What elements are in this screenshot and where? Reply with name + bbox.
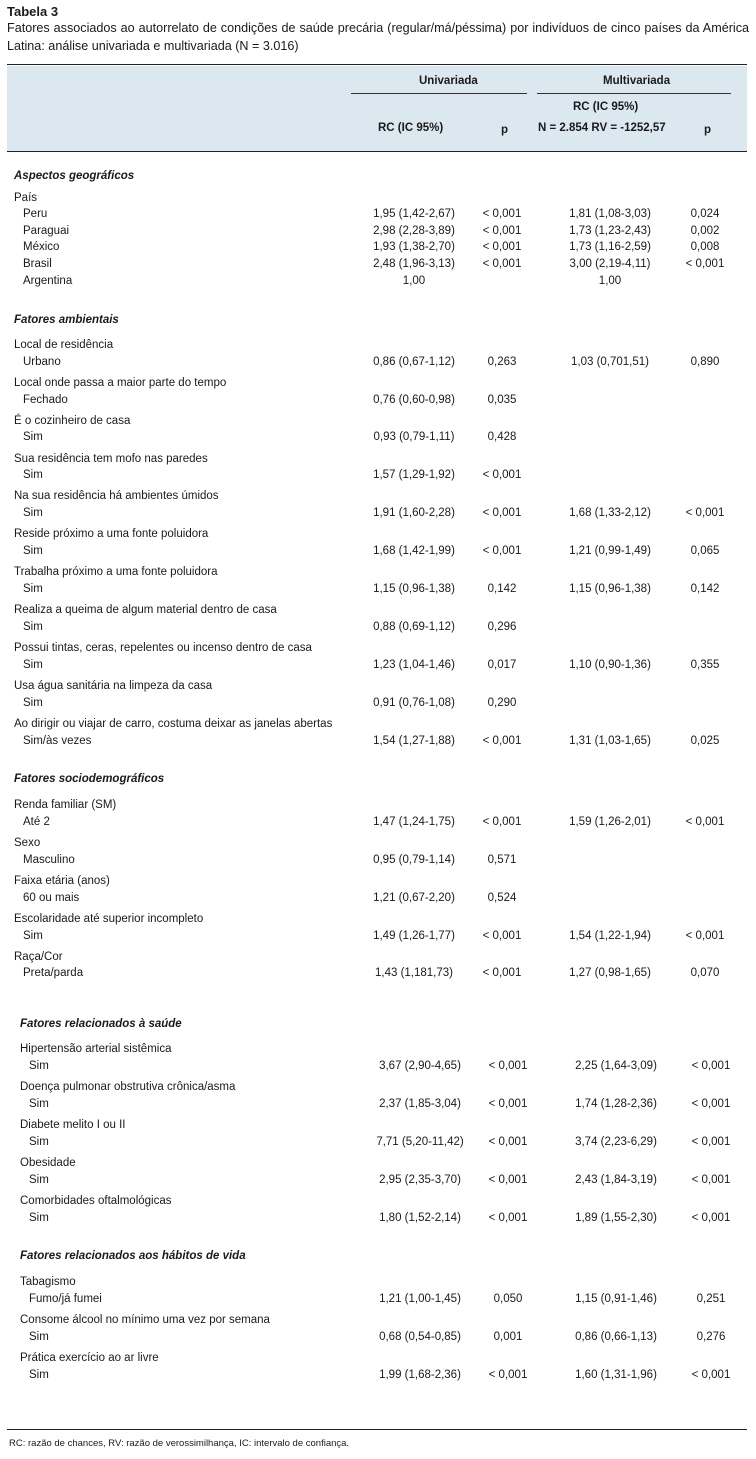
variable-row [0, 1119, 756, 1136]
univariate-p-cell: 0,263 [487, 356, 517, 368]
univariate-rc-cell: 0,68 (0,54-0,85) [379, 1331, 461, 1343]
univariate-rc-cell: 1,43 (1,181,73) [374, 967, 454, 979]
variable-row [0, 453, 756, 470]
variable-row [0, 377, 756, 394]
univariada-rule [351, 93, 527, 94]
multivariate-p-cell: 0,070 [690, 967, 720, 979]
variable-row [0, 642, 756, 659]
univariate-rc-cell: 1,91 (1,60-2,28) [373, 507, 455, 519]
row-label: Consome álcool no mínimo uma vez por semana [20, 1314, 270, 1326]
multivariate-rc-cell: 1,31 (1,03-1,65) [569, 735, 651, 747]
row-label: Diabete melito I ou II [20, 1119, 126, 1131]
row-label: Sim [29, 1369, 49, 1381]
multivariate-rc-cell: 1,73 (1,16-2,59) [569, 241, 651, 253]
section-heading [0, 314, 756, 331]
table-row [0, 1136, 756, 1153]
multivariate-rc-cell: 1,81 (1,08-3,03) [569, 208, 651, 220]
univariate-p-cell: 0,035 [487, 394, 517, 406]
table-footnote: RC: razão de chances, RV: razão de verossimilhança, IC: intervalo de confiança. [9, 1438, 350, 1449]
section-heading [0, 773, 756, 790]
row-label: País [14, 192, 38, 204]
univariate-rc-cell: 1,47 (1,24-1,75) [373, 816, 455, 828]
multivariate-rc-cell: 1,74 (1,28-2,36) [575, 1098, 657, 1110]
table-row [0, 659, 756, 676]
multivariate-p-cell: < 0,001 [685, 507, 725, 519]
univariate-p-cell: 0,524 [487, 892, 517, 904]
row-label: É o cozinheiro de casa [14, 415, 131, 427]
univariate-rc-cell: 1,00 [402, 275, 426, 287]
univariate-p-cell: 0,571 [487, 854, 517, 866]
univariate-rc-cell: 0,88 (0,69-1,12) [373, 621, 455, 633]
multivariate-p-cell: < 0,001 [691, 1060, 731, 1072]
multivariate-p-cell: < 0,001 [685, 816, 725, 828]
bottom-rule [7, 1429, 747, 1430]
top-rule [7, 64, 747, 65]
univariate-rc-cell: 0,91 (0,76-1,08) [373, 697, 455, 709]
multivariate-p-cell: 0,355 [690, 659, 720, 671]
multivariate-p-cell: 0,890 [690, 356, 720, 368]
header-n-rv: N = 2.854 RV = -1252,57 [538, 122, 666, 134]
univariate-p-cell: < 0,001 [488, 1369, 528, 1381]
multivariate-rc-cell: 1,73 (1,23-2,43) [569, 225, 651, 237]
row-label: 60 ou mais [23, 892, 80, 904]
variable-row [0, 339, 756, 356]
multivariate-rc-cell: 1,03 (0,701,51) [570, 356, 650, 368]
table-row [0, 697, 756, 714]
row-label: Usa água sanitária na limpeza da casa [14, 680, 213, 692]
multivariate-rc-cell: 3,00 (2,19-4,11) [569, 258, 651, 270]
variable-row [0, 566, 756, 583]
table-row [0, 275, 756, 292]
univariate-p-cell: < 0,001 [482, 735, 522, 747]
univariate-p-cell: 0,428 [487, 431, 517, 443]
variable-row [0, 913, 756, 930]
multivariate-p-cell: 0,002 [690, 225, 720, 237]
row-label: Urbano [23, 356, 61, 368]
univariate-rc-cell: 1,99 (1,68-2,36) [379, 1369, 461, 1381]
univariate-p-cell: < 0,001 [482, 930, 522, 942]
row-label: Na sua residência há ambientes úmidos [14, 490, 219, 502]
univariate-rc-cell: 2,95 (2,35-3,70) [379, 1174, 461, 1186]
multivariate-rc-cell: 1,15 (0,91-1,46) [575, 1293, 657, 1305]
univariate-rc-cell: 1,21 (0,67-2,20) [373, 892, 455, 904]
univariate-p-cell: < 0,001 [488, 1174, 528, 1186]
row-label: Preta/parda [23, 967, 84, 979]
multivariate-rc-cell: 1,15 (0,96-1,38) [569, 583, 651, 595]
table-row [0, 241, 756, 258]
univariate-p-cell: 0,050 [493, 1293, 523, 1305]
row-label: Sim [23, 621, 43, 633]
section-label: Fatores relacionados à saúde [20, 1018, 182, 1030]
row-label: Obesidade [20, 1157, 76, 1169]
univariate-rc-cell: 1,93 (1,38-2,70) [373, 241, 455, 253]
multivariate-p-cell: 0,276 [696, 1331, 726, 1343]
univariate-p-cell: 0,290 [487, 697, 517, 709]
table-row [0, 469, 756, 486]
multivariate-p-cell: 0,008 [690, 241, 720, 253]
variable-row [0, 799, 756, 816]
variable-row [0, 1081, 756, 1098]
table-row [0, 545, 756, 562]
table-row [0, 258, 756, 275]
univariate-rc-cell: 1,80 (1,52-2,14) [379, 1212, 461, 1224]
row-label: Paraguai [23, 225, 70, 237]
univariate-rc-cell: 1,15 (0,96-1,38) [373, 583, 455, 595]
multivariate-rc-cell: 1,68 (1,33-2,12) [569, 507, 651, 519]
multivariate-rc-cell: 1,00 [598, 275, 622, 287]
multivariate-rc-cell: 1,10 (0,90-1,36) [569, 659, 651, 671]
table-row [0, 1331, 756, 1348]
univariate-rc-cell: 2,37 (1,85-3,04) [379, 1098, 461, 1110]
multivariate-rc-cell: 2,25 (1,64-3,09) [575, 1060, 657, 1072]
row-label: Sexo [14, 837, 41, 849]
multivariate-p-cell: 0,025 [690, 735, 720, 747]
univariate-rc-cell: 1,68 (1,42-1,99) [373, 545, 455, 557]
table-row [0, 1060, 756, 1077]
multivariate-rc-cell: 2,43 (1,84-3,19) [575, 1174, 657, 1186]
row-label: Doença pulmonar obstrutiva crônica/asma [20, 1081, 236, 1093]
univariate-p-cell: < 0,001 [482, 258, 522, 270]
variable-row [0, 951, 756, 968]
row-label: Fechado [23, 394, 68, 406]
header-rc-ic-multi: RC (IC 95%) [573, 101, 639, 113]
section-label: Fatores sociodemográficos [14, 773, 165, 785]
variable-row [0, 1352, 756, 1369]
row-label: México [23, 241, 60, 253]
header-rc-ic-uni: RC (IC 95%) [378, 122, 444, 134]
row-label: Reside próximo a uma fonte poluidora [14, 528, 209, 540]
variable-row [0, 718, 756, 735]
section-heading [0, 170, 756, 187]
section-heading [0, 1018, 756, 1035]
section-heading [0, 1250, 756, 1267]
row-label: Brasil [23, 258, 52, 270]
univariate-p-cell: 0,142 [487, 583, 517, 595]
univariate-p-cell: 0,001 [493, 1331, 523, 1343]
row-label: Até 2 [23, 816, 50, 828]
row-label: Raça/Cor [14, 951, 63, 963]
row-label: Sim [29, 1331, 49, 1343]
variable-row [0, 1276, 756, 1293]
row-label: Sua residência tem mofo nas paredes [14, 453, 208, 465]
table-row [0, 1174, 756, 1191]
row-label: Trabalha próximo a uma fonte poluidora [14, 566, 218, 578]
variable-row [0, 1195, 756, 1212]
univariate-rc-cell: 0,76 (0,60-0,98) [373, 394, 455, 406]
table-row [0, 583, 756, 600]
univariate-p-cell: < 0,001 [488, 1212, 528, 1224]
row-label: Local de residência [14, 339, 114, 351]
row-label: Local onde passa a maior parte do tempo [14, 377, 227, 389]
table-caption: Fatores associados ao autorrelato de condições de saúde precária (regular/má/péssima) por indivíduos de cinco países da América Latina: análise univariada e multivariada (N = 3.016) [7, 21, 749, 53]
header-p-multi: p [704, 124, 712, 136]
univariate-p-cell: 0,296 [487, 621, 517, 633]
section-label: Aspectos geográficos [14, 170, 135, 182]
row-label: Comorbidades oftalmológicas [20, 1195, 172, 1207]
univariate-p-cell: < 0,001 [482, 469, 522, 481]
univariate-p-cell: < 0,001 [482, 225, 522, 237]
section-label: Fatores ambientais [14, 314, 119, 326]
univariate-p-cell: < 0,001 [488, 1098, 528, 1110]
multivariate-rc-cell: 1,21 (0,99-1,49) [569, 545, 651, 557]
row-label: Masculino [23, 854, 75, 866]
univariate-rc-cell: 2,48 (1,96-3,13) [373, 258, 455, 270]
multivariada-rule [537, 93, 731, 94]
multivariate-rc-cell: 3,74 (2,23-6,29) [575, 1136, 657, 1148]
row-label: Sim [23, 545, 43, 557]
table-label: Tabela 3 [7, 4, 59, 19]
variable-row [0, 192, 756, 209]
table-row [0, 1098, 756, 1115]
header-multivariada: Multivariada [603, 75, 671, 87]
univariate-p-cell: 0,017 [487, 659, 517, 671]
univariate-p-cell: < 0,001 [482, 241, 522, 253]
multivariate-p-cell: < 0,001 [685, 930, 725, 942]
row-label: Sim [29, 1212, 49, 1224]
variable-row [0, 490, 756, 507]
univariate-rc-cell: 7,71 (5,20-11,42) [376, 1136, 464, 1148]
row-label: Sim [23, 431, 43, 443]
table-row [0, 431, 756, 448]
table-row [0, 1369, 756, 1386]
univariate-rc-cell: 1,95 (1,42-2,67) [373, 208, 455, 220]
multivariate-rc-cell: 1,60 (1,31-1,96) [575, 1369, 657, 1381]
variable-row [0, 528, 756, 545]
multivariate-rc-cell: 1,27 (0,98-1,65) [569, 967, 651, 979]
row-label: Peru [23, 208, 48, 220]
table-row [0, 967, 756, 984]
univariate-rc-cell: 3,67 (2,90-4,65) [379, 1060, 461, 1072]
multivariate-p-cell: < 0,001 [691, 1098, 731, 1110]
row-label: Sim/às vezes [23, 735, 92, 747]
univariate-rc-cell: 1,23 (1,04-1,46) [373, 659, 455, 671]
variable-row [0, 415, 756, 432]
table-row [0, 356, 756, 373]
univariate-p-cell: < 0,001 [482, 208, 522, 220]
multivariate-rc-cell: 0,86 (0,66-1,13) [575, 1331, 657, 1343]
multivariate-p-cell: 0,251 [696, 1293, 726, 1305]
row-label: Sim [23, 469, 43, 481]
univariate-rc-cell: 1,21 (1,00-1,45) [379, 1293, 461, 1305]
table-row [0, 1293, 756, 1310]
univariate-rc-cell: 0,93 (0,79-1,11) [373, 431, 455, 443]
univariate-p-cell: < 0,001 [482, 545, 522, 557]
row-label: Sim [23, 697, 43, 709]
univariate-rc-cell: 0,86 (0,67-1,12) [373, 356, 455, 368]
row-label: Tabagismo [20, 1276, 76, 1288]
univariate-rc-cell: 1,49 (1,26-1,77) [373, 930, 455, 942]
table-row [0, 225, 756, 242]
table-row [0, 507, 756, 524]
table-row [0, 394, 756, 411]
table-row [0, 854, 756, 871]
table-row [0, 1212, 756, 1229]
row-label: Sim [29, 1174, 49, 1186]
section-label: Fatores relacionados aos hábitos de vida [20, 1250, 246, 1262]
univariate-p-cell: < 0,001 [488, 1136, 528, 1148]
row-label: Ao dirigir ou viajar de carro, costuma deixar as janelas abertas [14, 718, 333, 730]
row-label: Hipertensão arterial sistêmica [20, 1043, 172, 1055]
variable-row [0, 1043, 756, 1060]
row-label: Fumo/já fumei [29, 1293, 102, 1305]
variable-row [0, 680, 756, 697]
row-label: Escolaridade até superior incompleto [14, 913, 204, 925]
table-header [7, 66, 747, 152]
row-label: Prática exercício ao ar livre [20, 1352, 159, 1364]
row-label: Possui tintas, ceras, repelentes ou incenso dentro de casa [14, 642, 312, 654]
univariate-p-cell: < 0,001 [482, 967, 522, 979]
row-label: Faixa etária (anos) [14, 875, 110, 887]
univariate-p-cell: < 0,001 [482, 816, 522, 828]
multivariate-p-cell: < 0,001 [691, 1136, 731, 1148]
row-label: Renda familiar (SM) [14, 799, 117, 811]
multivariate-p-cell: < 0,001 [691, 1212, 731, 1224]
table-row [0, 930, 756, 947]
table-row [0, 735, 756, 752]
row-label: Argentina [23, 275, 73, 287]
univariate-p-cell: < 0,001 [488, 1060, 528, 1072]
row-label: Sim [23, 659, 43, 671]
header-univariada: Univariada [419, 75, 478, 87]
row-label: Sim [23, 507, 43, 519]
multivariate-p-cell: 0,024 [690, 208, 720, 220]
univariate-rc-cell: 1,57 (1,29-1,92) [373, 469, 455, 481]
multivariate-rc-cell: 1,59 (1,26-2,01) [569, 816, 651, 828]
row-label: Sim [23, 930, 43, 942]
multivariate-rc-cell: 1,89 (1,55-2,30) [575, 1212, 657, 1224]
table-row [0, 892, 756, 909]
header-p-uni: p [501, 124, 509, 136]
multivariate-rc-cell: 1,54 (1,22-1,94) [569, 930, 651, 942]
variable-row [0, 604, 756, 621]
multivariate-p-cell: < 0,001 [691, 1174, 731, 1186]
variable-row [0, 1314, 756, 1331]
row-label: Sim [29, 1060, 49, 1072]
multivariate-p-cell: 0,142 [690, 583, 720, 595]
multivariate-p-cell: < 0,001 [691, 1369, 731, 1381]
variable-row [0, 875, 756, 892]
row-label: Realiza a queima de algum material dentro de casa [14, 604, 277, 616]
row-label: Sim [23, 583, 43, 595]
table-row [0, 208, 756, 225]
variable-row [0, 837, 756, 854]
multivariate-p-cell: 0,065 [690, 545, 720, 557]
row-label: Sim [29, 1098, 49, 1110]
univariate-rc-cell: 2,98 (2,28-3,89) [373, 225, 455, 237]
table-row [0, 621, 756, 638]
univariate-rc-cell: 1,54 (1,27-1,88) [373, 735, 455, 747]
univariate-p-cell: < 0,001 [482, 507, 522, 519]
univariate-rc-cell: 0,95 (0,79-1,14) [373, 854, 455, 866]
multivariate-p-cell: < 0,001 [685, 258, 725, 270]
table-row [0, 816, 756, 833]
variable-row [0, 1157, 756, 1174]
row-label: Sim [29, 1136, 49, 1148]
